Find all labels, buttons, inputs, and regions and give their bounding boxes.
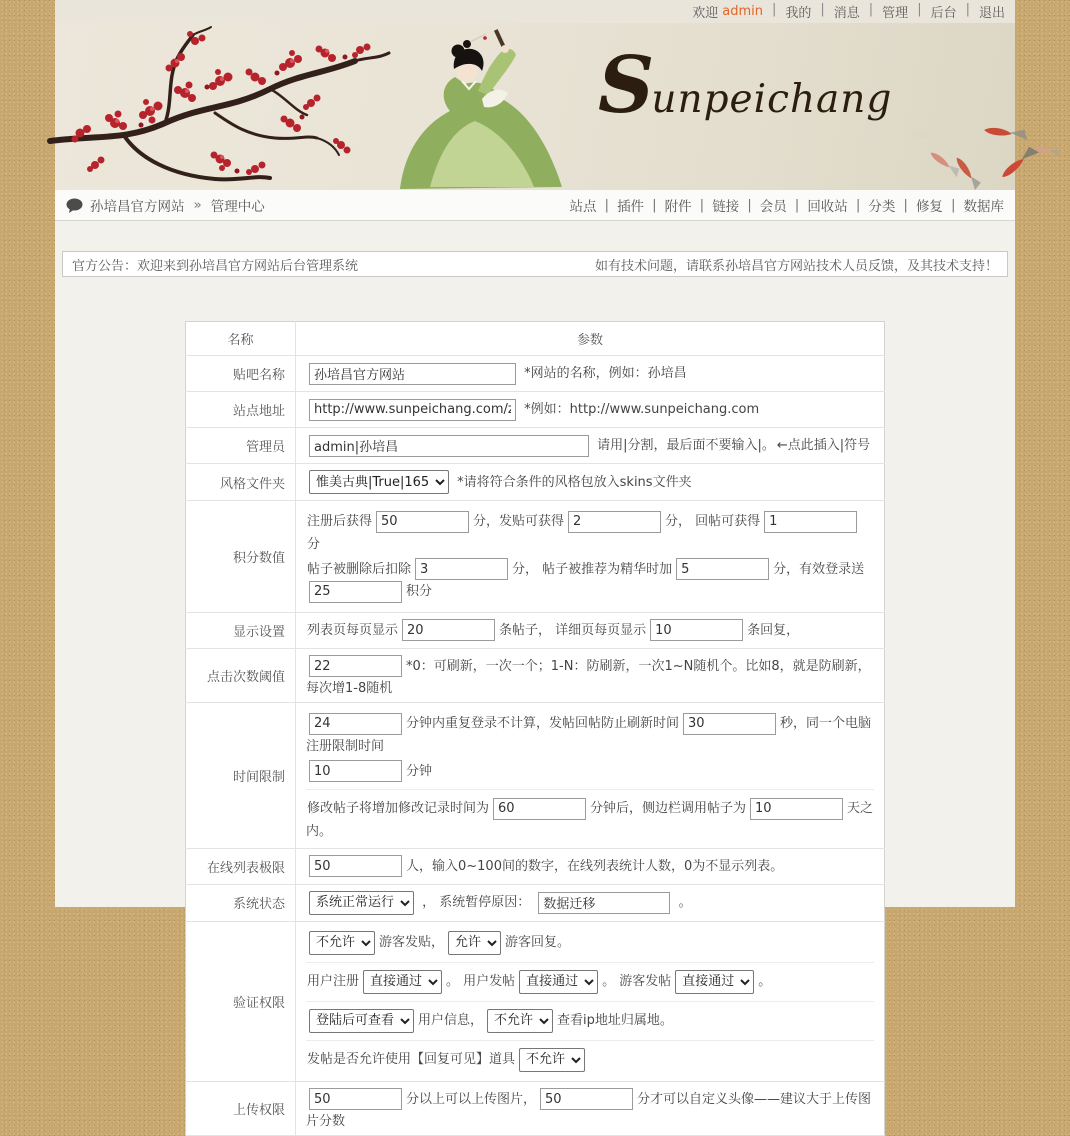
time-text: 分钟内重复登录不计算，发帖回帖防止刷新时间 (406, 716, 680, 731)
site-name-hint: *网站的名称，例如：孙培昌 (524, 366, 687, 382)
verify-text: 发帖是否允许使用【回复可见】道具 (307, 1052, 516, 1067)
online-hint: 人，输入0~100间的数字，在线列表统计人数，0为不显示列表。 (406, 858, 784, 874)
points-post-input[interactable] (568, 511, 661, 533)
topbar-menu-item[interactable]: 消息 (833, 6, 860, 21)
admin-menu-item[interactable]: 插件 (617, 199, 645, 215)
breadcrumb (66, 195, 265, 215)
upload-text: 分才可以自定义头像——建议大于上传图片分数 (306, 1091, 872, 1129)
row-label: 管理员 (186, 428, 296, 464)
table-header-row (186, 322, 885, 356)
lady-illustration (370, 29, 570, 189)
points-reply-input[interactable] (764, 511, 857, 533)
upload-image-score-input[interactable] (309, 1088, 402, 1110)
row-label: 显示设置 (186, 612, 296, 648)
welcome-label: 欢迎 (692, 6, 719, 21)
main-content (55, 221, 1015, 1129)
row-system-status (186, 884, 885, 921)
points-text: 注册后获得 (307, 514, 373, 529)
verify-text: 用户注册 (307, 974, 360, 989)
user-register-select[interactable] (363, 970, 442, 994)
menu-separator: | (794, 197, 800, 213)
menu-separator: | (950, 197, 956, 213)
time-register-limit-input[interactable] (309, 760, 402, 782)
upload-text: 分以上可以上传图片， (406, 1091, 537, 1107)
points-delete-input[interactable] (415, 558, 508, 580)
logo-initial: S (598, 40, 655, 131)
topbar-menu (763, 2, 1005, 21)
time-text: 分钟 (406, 763, 433, 779)
top-user-bar (55, 0, 1015, 23)
site-url-input[interactable] (309, 399, 516, 421)
breadcrumb-page: 管理中心 (210, 199, 265, 215)
status-text: 。 (678, 895, 692, 910)
topbar-menu-item[interactable]: 后台 (930, 6, 957, 21)
verify-text: 游客回复。 (505, 935, 571, 950)
row-online-limit (186, 848, 885, 884)
skin-select[interactable] (309, 470, 449, 494)
menu-separator: | (820, 2, 825, 17)
points-text: 分，发贴可获得 (473, 514, 565, 529)
breadcrumb-site[interactable]: 孙培昌官方网站 (90, 199, 185, 215)
banner (55, 23, 1015, 190)
display-text: 列表页每页显示 (307, 622, 399, 638)
points-register-input[interactable] (376, 511, 469, 533)
admin-menu-item[interactable]: 修复 (915, 199, 943, 215)
row-admin (186, 428, 885, 464)
topbar-menu-item[interactable]: 我的 (785, 6, 812, 21)
verify-text: 游客发贴， (379, 935, 445, 950)
site-name-input[interactable] (309, 363, 516, 385)
row-site-url (186, 392, 885, 428)
row-display (186, 612, 885, 648)
display-text: 条回复， (747, 622, 800, 638)
points-text: 帖子被删除后扣除 (307, 561, 412, 577)
time-edit-record-input[interactable] (493, 798, 586, 820)
header-param-col: 参数 (296, 322, 885, 356)
row-upload-permission (186, 1081, 885, 1136)
system-status-select[interactable] (309, 891, 414, 915)
pause-reason-input[interactable] (538, 892, 670, 914)
time-text: 分钟后，侧边栏调用帖子为 (590, 801, 747, 816)
topbar-menu-item[interactable]: 管理 (882, 6, 909, 21)
time-text: 天之内。 (306, 801, 874, 839)
menu-separator: | (965, 2, 970, 17)
announcement-right: 如有技术问题，请联系孙培昌官方网站技术人员反馈，及其技术支持！ (594, 258, 998, 274)
guest-post-select[interactable] (309, 931, 375, 955)
username-link[interactable]: admin (722, 4, 763, 19)
click-hint: *0：可刷新，一次一个；1-N：防刷新，一次1~N随机个。比如8，就是防刷新，每次增1-8随机 (306, 658, 871, 696)
online-limit-input[interactable] (309, 855, 402, 877)
row-site-name (186, 356, 885, 392)
status-text: ， 系统暂停原因： (422, 895, 531, 910)
row-label: 系统状态 (186, 884, 296, 921)
click-threshold-input[interactable] (309, 655, 402, 677)
koi-fish-illustration (910, 124, 1060, 190)
admin-input[interactable] (309, 435, 589, 457)
guest-post-review-select[interactable] (675, 970, 754, 994)
time-text: 修改帖子将增加修改记录时间为 (307, 801, 490, 816)
verify-text: 。 游客发帖 (602, 974, 672, 989)
admin-menu-item[interactable]: 链接 (712, 199, 740, 215)
row-label: 风格文件夹 (186, 464, 296, 501)
points-login-input[interactable] (309, 581, 402, 603)
menu-separator: | (868, 2, 874, 17)
row-click-threshold (186, 648, 885, 703)
ip-location-select[interactable] (487, 1009, 553, 1033)
admin-menu-item[interactable]: 数据库 (963, 199, 1004, 215)
menu-separator: | (699, 197, 705, 213)
points-text: 分，有效登录送 (773, 561, 865, 577)
time-relogin-input[interactable] (309, 713, 402, 735)
verify-text: 查看ip地址归属地。 (557, 1013, 673, 1028)
menu-separator: | (604, 197, 610, 213)
points-text: 分 (307, 536, 321, 552)
menu-separator: | (855, 197, 861, 213)
verify-text: 用户信息， (418, 1013, 484, 1028)
reply-visible-select[interactable] (519, 1048, 585, 1072)
page-column (55, 0, 1015, 1129)
userinfo-view-select[interactable] (309, 1009, 414, 1033)
display-text: 条帖子， 详细页每页显示 (499, 622, 647, 638)
row-label: 点击次数阈值 (186, 648, 296, 703)
row-skin (186, 464, 885, 501)
menu-separator: | (917, 2, 922, 17)
time-text: 秒，同一个电脑注册限制时间 (306, 716, 872, 754)
row-label: 验证权限 (186, 921, 296, 1081)
row-label: 在线列表极限 (186, 848, 296, 884)
admin-menu-item[interactable]: 附件 (664, 199, 692, 215)
row-time-limit (186, 703, 885, 849)
skin-hint: *请将符合条件的风格包放入skins文件夹 (457, 474, 692, 490)
points-text: 分， 帖子被推荐为精华时加 (512, 561, 673, 577)
row-label: 时间限制 (186, 703, 296, 849)
admin-menu-item[interactable]: 站点 (569, 199, 597, 215)
row-points (186, 501, 885, 613)
nav-bar (55, 190, 1015, 221)
display-list-input[interactable] (402, 619, 495, 641)
site-url-hint: *例如：http://www.sunpeichang.com (524, 402, 760, 418)
admin-menu-item[interactable]: 分类 (868, 199, 896, 215)
points-featured-input[interactable] (676, 558, 769, 580)
admin-hint: 请用|分割，最后面不要输入|。 (597, 438, 775, 454)
avatar-score-input[interactable] (540, 1088, 633, 1110)
plum-blossom-illustration (55, 23, 395, 190)
menu-separator: | (652, 197, 657, 213)
breadcrumb-separator: » (193, 197, 202, 213)
admin-menu (570, 195, 1005, 215)
topbar-menu-item[interactable]: 退出 (978, 6, 1005, 21)
verify-text: 。 用户发帖 (446, 974, 516, 989)
menu-separator: | (903, 197, 908, 213)
insert-pipe-link[interactable]: ←点此插入|符号 (776, 438, 871, 454)
user-post-select[interactable] (519, 970, 598, 994)
menu-separator: | (771, 2, 777, 17)
time-antirefresh-input[interactable] (683, 713, 776, 735)
verify-text: 。 (758, 974, 772, 989)
announcement-left: 官方公告：欢迎来到孙培昌官方网站后台管理系统 (72, 258, 359, 274)
menu-separator: | (747, 197, 752, 213)
settings-table (185, 321, 885, 1136)
points-text: 分， 回帖可获得 (665, 514, 761, 529)
site-logo (598, 40, 893, 131)
points-text: 积分 (406, 584, 433, 599)
admin-menu-item[interactable]: 会员 (759, 199, 787, 215)
logo-text: unpeichang (651, 77, 893, 122)
comment-icon (66, 198, 83, 213)
display-detail-input[interactable] (650, 619, 743, 641)
header-name-col: 名称 (186, 322, 296, 356)
row-label: 贴吧名称 (186, 356, 296, 392)
guest-reply-select[interactable] (448, 931, 501, 955)
time-sidebar-days-input[interactable] (750, 798, 843, 820)
admin-menu-item[interactable]: 回收站 (807, 199, 848, 215)
row-verify-permissions (186, 921, 885, 1081)
row-label: 站点地址 (186, 392, 296, 428)
row-label: 积分数值 (186, 501, 296, 613)
row-label: 上传权限 (186, 1081, 296, 1136)
announcement-bar (62, 251, 1008, 277)
